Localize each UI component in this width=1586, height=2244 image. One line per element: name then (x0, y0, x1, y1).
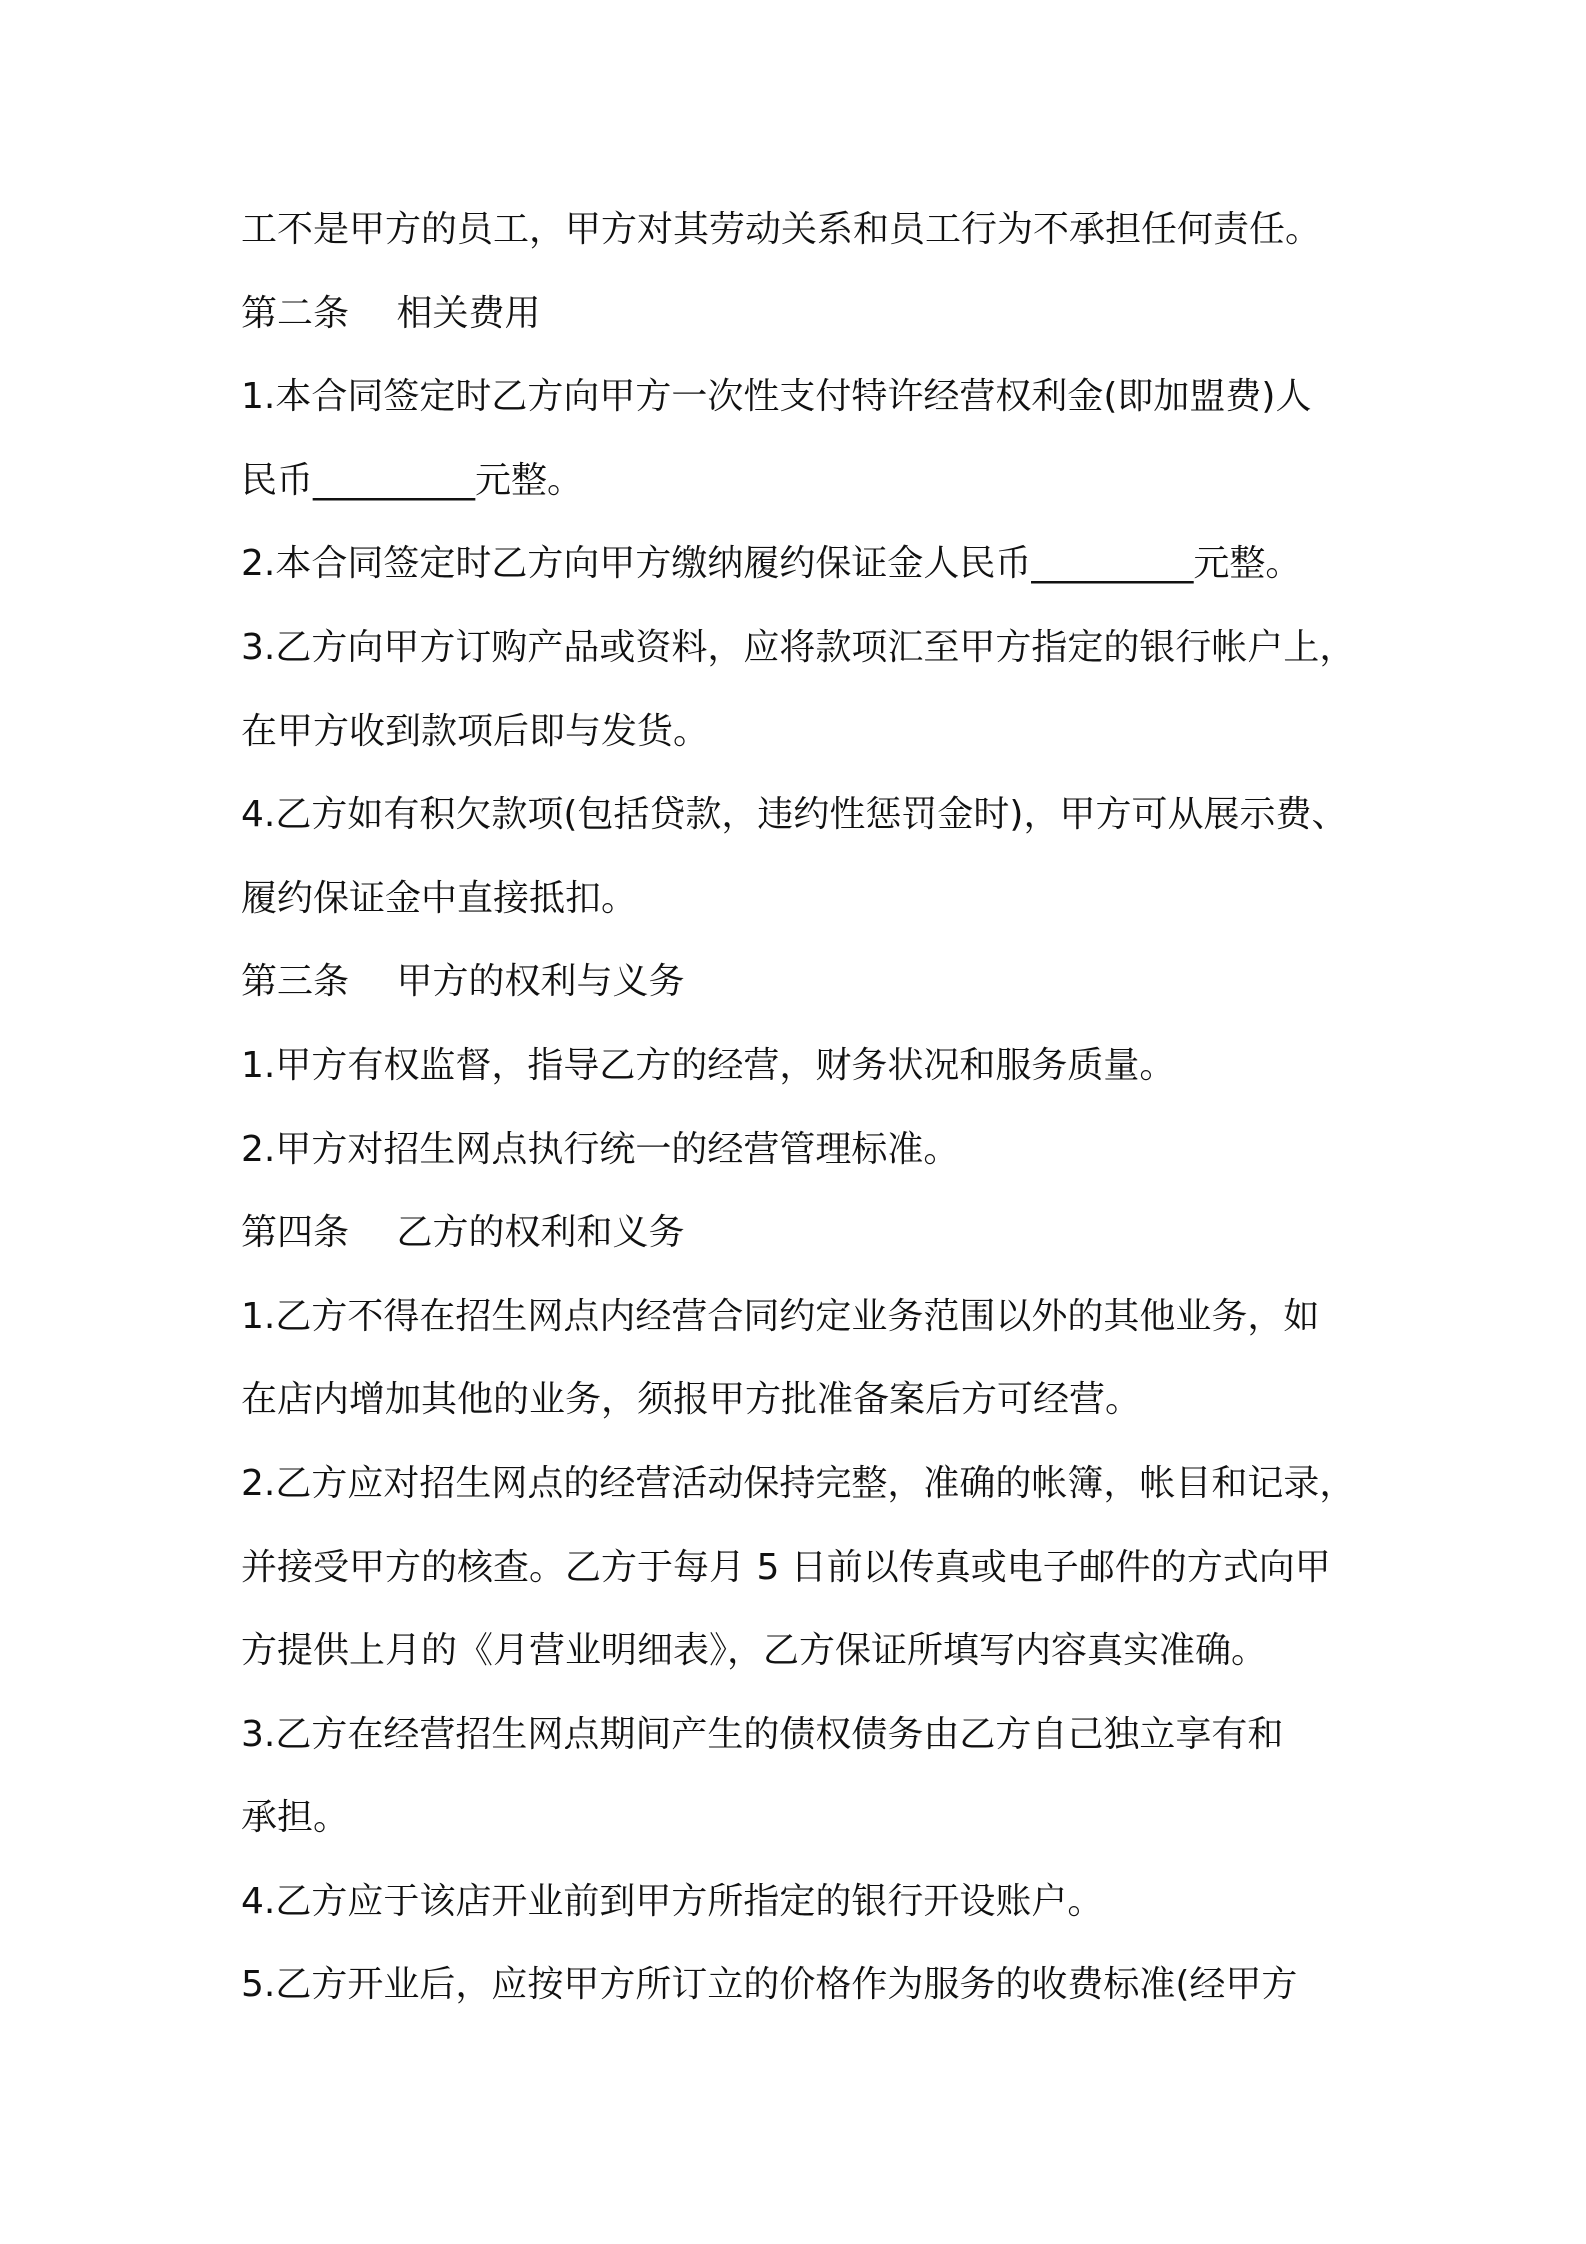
body-line: 方提供上月的《月营业明细表》，乙方保证所填写内容真实准确。 (241, 1630, 1268, 1672)
document-body (241, 188, 1391, 2027)
article-heading: 第三条 甲方的权利与义务 (241, 961, 685, 1003)
body-line: 工不是甲方的员工，甲方对其劳动关系和员工行为不承担任何责任。 (241, 209, 1322, 250)
body-line: 2.乙方应对招生网点的经营活动保持完整，准确的帐簿，帐目和记录， (241, 1462, 1356, 1504)
body-line: 3.乙方在经营招生网点期间产生的债权债务由乙方自己独立享有和 (241, 1713, 1284, 1755)
body-line: 3.乙方向甲方订购产品或资料，应将款项汇至甲方指定的银行帐户上， (241, 626, 1356, 668)
body-line: 1.甲方有权监督，指导乙方的经营，财务状况和服务质量。 (241, 1044, 1176, 1086)
article-heading: 第二条 相关费用 (241, 292, 541, 334)
body-line: 在甲方收到款项后即与发货。 (241, 710, 710, 752)
article-heading: 第四条 乙方的权利和义务 (241, 1212, 685, 1254)
body-line: 2.甲方对招生网点执行统一的经营管理标准。 (241, 1128, 960, 1170)
body-line: 民币_________元整。 (241, 459, 584, 501)
body-line: 在店内增加其他的业务，须报甲方批准备案后方可经营。 (241, 1379, 1142, 1421)
body-line: 5.乙方开业后，应按甲方所订立的价格作为服务的收费标准(经甲方 (241, 1964, 1298, 2006)
body-line: 履约保证金中直接抵扣。 (241, 877, 638, 919)
body-line: 4.乙方如有积欠款项(包括贷款，违约性惩罚金时)，甲方可从展示费、 (241, 794, 1348, 836)
body-line: 2.本合同签定时乙方向甲方缴纳履约保证金人民币_________元整。 (241, 543, 1302, 585)
body-line: 承担。 (241, 1797, 350, 1839)
body-line: 1.本合同签定时乙方向甲方一次性支付特许经营权利金(即加盟费)人 (241, 376, 1312, 418)
body-line: 并接受甲方的核查。乙方于每月 5 日前以传真或电子邮件的方式向甲 (241, 1546, 1331, 1588)
body-line: 4.乙方应于该店开业前到甲方所指定的银行开设账户。 (241, 1880, 1104, 1922)
body-line: 1.乙方不得在招生网点内经营合同约定业务范围以外的其他业务，如 (241, 1295, 1320, 1337)
